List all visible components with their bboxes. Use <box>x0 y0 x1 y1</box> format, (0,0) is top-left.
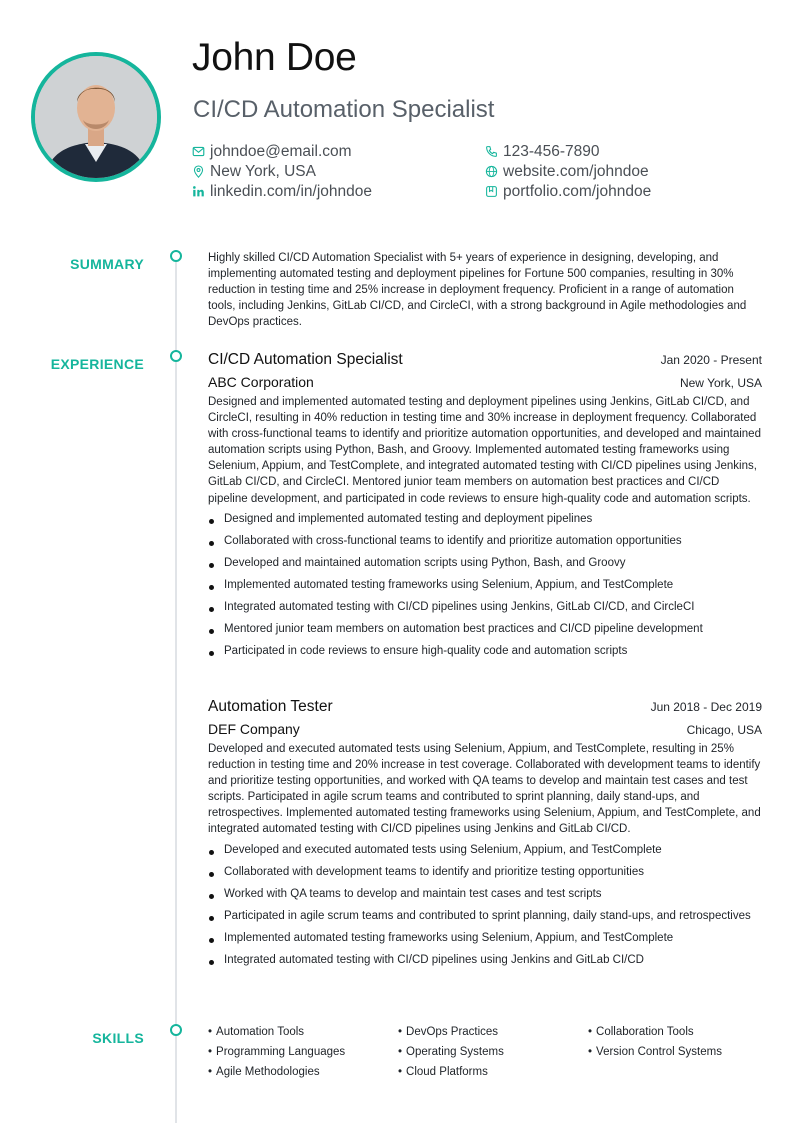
job-dates: Jun 2018 - Dec 2019 <box>650 700 762 714</box>
contact-email-text: johndoe@email.com <box>210 142 352 160</box>
contact-website[interactable] <box>485 163 755 180</box>
person-portrait-icon <box>35 56 157 178</box>
job-bullet: Designed and implemented automated testing and deployment pipelines <box>208 511 762 527</box>
job-entry <box>208 351 762 659</box>
contact-phone-text: 123-456-7890 <box>503 142 600 160</box>
candidate-role: CI/CD Automation Specialist <box>193 96 495 123</box>
contact-linkedin[interactable] <box>192 183 485 200</box>
skill-item: • Collaboration Tools <box>588 1024 762 1040</box>
skill-item: • Cloud Platforms <box>398 1064 588 1080</box>
skill-item: • Programming Languages <box>208 1044 398 1060</box>
job-bullet: Participated in code reviews to ensure high-quality code and automation scripts <box>208 643 762 659</box>
phone-icon <box>485 145 498 158</box>
job-bullet-list <box>208 842 762 968</box>
contact-linkedin-text: linkedin.com/in/johndoe <box>210 182 372 200</box>
job-bullet: Mentored junior team members on automation best practices and CI/CD pipeline development <box>208 621 762 637</box>
skill-item: • DevOps Practices <box>398 1024 588 1040</box>
job-location: New York, USA <box>679 376 762 390</box>
job-bullet-list <box>208 511 762 659</box>
job-company: DEF Company <box>208 721 300 737</box>
timeline-line <box>175 256 177 1123</box>
experience-heading: EXPERIENCE <box>50 356 144 372</box>
skills-grid <box>208 1024 762 1080</box>
skill-item: • Operating Systems <box>398 1044 588 1060</box>
contact-phone[interactable] <box>485 143 755 160</box>
job-location: Chicago, USA <box>686 723 762 737</box>
contact-website-text: website.com/johndoe <box>503 162 649 180</box>
job-title: CI/CD Automation Specialist <box>208 351 403 368</box>
skill-item: • Agile Methodologies <box>208 1064 398 1080</box>
contact-portfolio[interactable] <box>485 183 755 200</box>
candidate-name: John Doe <box>192 36 357 79</box>
portfolio-icon <box>485 185 498 198</box>
job-description: Designed and implemented automated testing and deployment pipelines using Jenkins, GitLab CI/CD, and CircleCI, resulting in 40% reduction in testing time and 30% increase in deployment frequency. Collaborated with cross-functional teams to identify and prioritize automation opportunities, and developed and maintained automation scripts using Python, Bash, and Groovy. Implemented automated testing frameworks using Selenium, Appium, and TestComplete, and integrated automated testing with CI/CD pipelines using Jenkins, GitLab CI/CD, and CircleCI. Mentored junior team members on automation best practices and CI/CD pipeline development, and participated in code reviews to ensure high-quality code and automation scripts. <box>208 396 761 505</box>
profile-photo <box>31 52 161 182</box>
job-dates: Jan 2020 - Present <box>660 353 762 367</box>
globe-icon <box>485 165 498 178</box>
linkedin-icon <box>192 185 205 198</box>
job-bullet: Developed and maintained automation scripts using Python, Bash, and Groovy <box>208 555 762 571</box>
skills-timeline-dot <box>170 1024 182 1036</box>
job-description: Developed and executed automated tests using Selenium, Appium, and TestComplete, resulting in 25% reduction in testing time and 20% increase in test coverage. Collaborated with development teams to identify and prioritize testing opportunities, and worked with QA teams to develop and maintain test cases and test scripts. Participated in agile scrum teams and contributed to sprint planning, daily stand-ups, and retrospectives. Implemented automated testing frameworks using Selenium, Appium, and TestComplete, and integrated automated testing with CI/CD pipelines using Jenkins and GitLab CI/CD. <box>208 743 761 836</box>
job-bullet: Integrated automated testing with CI/CD pipelines using Jenkins and GitLab CI/CD <box>208 952 762 968</box>
job-title: Automation Tester <box>208 698 333 715</box>
contact-location-text: New York, USA <box>210 162 316 180</box>
email-icon <box>192 145 205 158</box>
experience-section <box>208 351 762 665</box>
summary-text: Highly skilled CI/CD Automation Specialist with 5+ years of experience in designing, developing, and implementing automated testing and deployment pipelines for Fortune 500 companies, resulting in 30% reduction in testing time and 25% increase in deployment frequency. Proficient in a range of automation tools, including Jenkins, GitLab CI/CD, and CircleCI, with a strong background in Agile methodologies and DevOps practices. <box>208 252 747 329</box>
job-bullet: Implemented automated testing frameworks using Selenium, Appium, and TestComplete <box>208 577 762 593</box>
skill-item: • Version Control Systems <box>588 1044 762 1060</box>
summary-timeline-dot <box>170 250 182 262</box>
job-bullet: Participated in agile scrum teams and contributed to sprint planning, daily stand-ups, and retrospectives <box>208 908 762 924</box>
job-bullet: Implemented automated testing frameworks using Selenium, Appium, and TestComplete <box>208 930 762 946</box>
contact-email[interactable] <box>192 143 485 160</box>
job-company: ABC Corporation <box>208 374 314 390</box>
job-bullet: Developed and executed automated tests using Selenium, Appium, and TestComplete <box>208 842 762 858</box>
experience-timeline-dot <box>170 350 182 362</box>
contact-portfolio-text: portfolio.com/johndoe <box>503 182 652 200</box>
contact-list <box>192 143 752 200</box>
job-bullet: Integrated automated testing with CI/CD pipelines using Jenkins, GitLab CI/CD, and CircleCI <box>208 599 762 615</box>
job-bullet: Collaborated with cross-functional teams to identify and prioritize automation opportunities <box>208 533 762 549</box>
contact-location <box>192 163 485 180</box>
experience-section-continued <box>208 698 762 974</box>
summary-heading: SUMMARY <box>70 256 144 272</box>
job-entry <box>208 698 762 968</box>
skills-section <box>208 1024 762 1080</box>
summary-section <box>208 250 762 330</box>
skill-item: • Automation Tools <box>208 1024 398 1040</box>
location-icon <box>192 165 205 178</box>
job-bullet: Collaborated with development teams to identify and prioritize testing opportunities <box>208 864 762 880</box>
job-bullet: Worked with QA teams to develop and maintain test cases and test scripts <box>208 886 762 902</box>
skills-heading: SKILLS <box>92 1030 144 1046</box>
